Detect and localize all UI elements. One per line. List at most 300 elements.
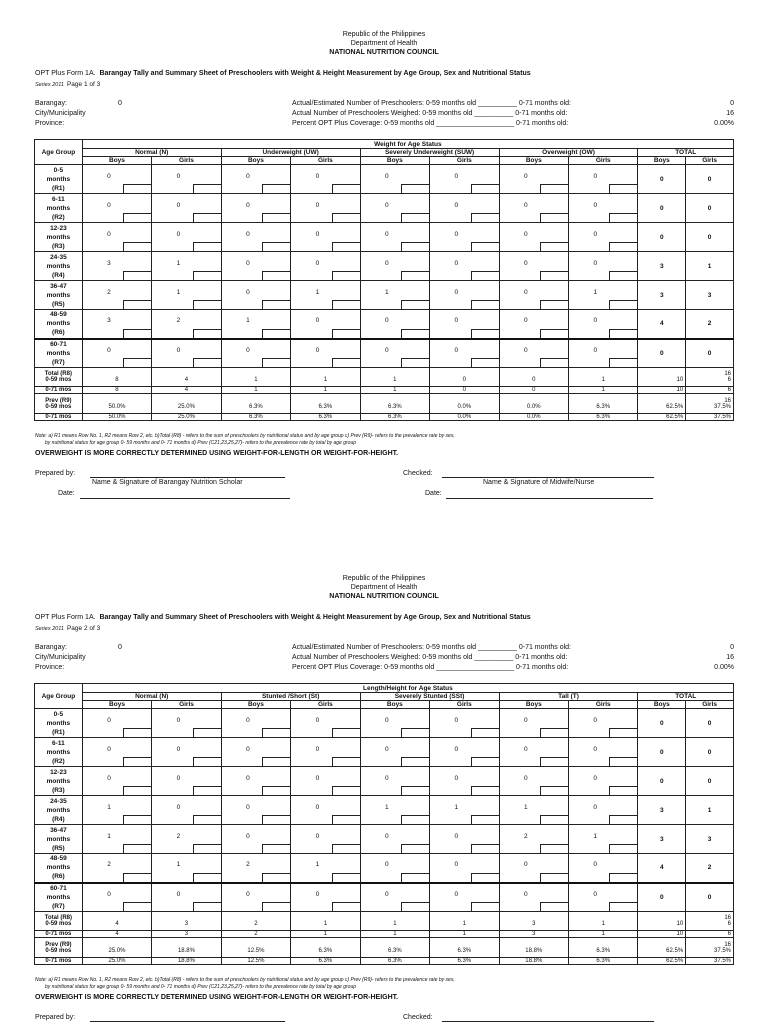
age-row-code: (R2) xyxy=(52,213,65,221)
girls-header: Girls xyxy=(569,157,638,165)
row-total-cell: 0 xyxy=(686,194,734,223)
row-total-cell: 0 xyxy=(638,738,686,767)
tally-box xyxy=(540,873,568,882)
tally-box xyxy=(540,242,568,251)
age-range: 6-11 xyxy=(52,739,65,747)
girls-header: Girls xyxy=(569,701,638,709)
tally-cell[interactable]: 0 xyxy=(360,825,429,854)
tally-cell[interactable]: 0 xyxy=(430,767,499,796)
age-group-cell xyxy=(35,339,83,368)
tally-box xyxy=(123,728,151,737)
tally-box xyxy=(123,300,151,309)
note-line-1: Note: a) R1 means Row No. 1, R2 means Row 2, etc. b)Total (R8) - refers to the sum of preschoolers by nutritional status and by age group c) Prev (R9)- refers to the prevalence rate by sex, xyxy=(35,433,455,439)
checked-label: Checked: xyxy=(403,470,433,477)
tally-cell[interactable]: 0 xyxy=(82,165,151,194)
tally-box xyxy=(262,213,290,222)
tally-cell[interactable]: 0 xyxy=(499,339,568,368)
total-label: Total (R8) 0-59 mos xyxy=(35,368,83,387)
age-range: 24-35 xyxy=(50,797,67,805)
tally-cell[interactable]: 0 xyxy=(82,709,151,738)
total-059-cell: 0 xyxy=(499,368,568,387)
tally-cell[interactable]: 2 xyxy=(499,825,568,854)
tally-box xyxy=(540,728,568,737)
prev-label: Prev (R9) 0-59 mos xyxy=(35,938,83,958)
total-071-cell: 1 xyxy=(569,387,638,394)
tally-box xyxy=(193,902,221,911)
tally-cell[interactable]: 0 xyxy=(569,709,638,738)
row-total-cell: 3 xyxy=(686,281,734,310)
tally-box xyxy=(401,213,429,222)
date-line-right[interactable] xyxy=(446,493,653,499)
prev-071-cell: 6.3% xyxy=(291,414,360,421)
age-group-cell xyxy=(35,854,83,883)
boys-header: Boys xyxy=(221,157,290,165)
tally-cell[interactable]: 0 xyxy=(221,223,290,252)
status-header: Weight for Age Status xyxy=(82,140,733,149)
total-071-cell: 0 xyxy=(430,387,499,394)
tally-cell[interactable]: 0 xyxy=(221,339,290,368)
total-071-cell: 1 xyxy=(221,387,290,394)
tally-cell[interactable]: 0 xyxy=(152,194,221,223)
tally-box xyxy=(471,873,499,882)
tally-box xyxy=(262,329,290,338)
tally-cell[interactable]: 0 xyxy=(430,738,499,767)
checked-label: Checked: xyxy=(403,1014,433,1021)
age-group-cell xyxy=(35,767,83,796)
row-total-cell: 1 xyxy=(686,796,734,825)
tally-cell[interactable]: 1 xyxy=(430,796,499,825)
row-total-cell: 4 xyxy=(638,310,686,339)
total-059-cell: 4 xyxy=(152,368,221,387)
tally-box xyxy=(609,902,637,911)
tally-cell[interactable]: 0 xyxy=(360,339,429,368)
checked-line[interactable] xyxy=(442,472,654,478)
prepared-by-line[interactable] xyxy=(90,1016,285,1022)
tally-box xyxy=(401,902,429,911)
tally-cell[interactable]: 0 xyxy=(430,310,499,339)
tally-box xyxy=(262,184,290,193)
province-label: Province: xyxy=(35,120,65,127)
tally-cell[interactable]: 0 xyxy=(152,223,221,252)
tally-cell[interactable]: 0 xyxy=(499,281,568,310)
tally-cell[interactable]: 0 xyxy=(291,767,360,796)
tally-cell[interactable]: 0 xyxy=(569,165,638,194)
tally-cell[interactable]: 3 xyxy=(82,252,151,281)
tally-cell[interactable]: 1 xyxy=(499,796,568,825)
tally-cell[interactable]: 0 xyxy=(221,796,290,825)
row-total-cell: 2 xyxy=(686,310,734,339)
tally-cell[interactable]: 0 xyxy=(360,738,429,767)
girls-header: Girls xyxy=(291,701,360,709)
tally-box xyxy=(609,873,637,882)
city-label: City/Municipality xyxy=(35,654,86,661)
boys-header: Boys xyxy=(360,701,429,709)
tally-cell[interactable]: 0 xyxy=(221,194,290,223)
tally-cell[interactable]: 2 xyxy=(82,281,151,310)
tally-cell[interactable]: 0 xyxy=(569,854,638,883)
doh-line: Department of Health xyxy=(350,584,418,591)
form-page-1 xyxy=(0,30,768,497)
tally-cell[interactable]: 0 xyxy=(291,883,360,912)
row-total-cell: 3 xyxy=(686,825,734,854)
tally-cell[interactable]: 0 xyxy=(360,223,429,252)
group-header: Stunted /Short (St) xyxy=(221,693,360,701)
total-059-cell: 1 xyxy=(291,368,360,387)
tally-cell[interactable]: 0 xyxy=(152,767,221,796)
tally-cell[interactable]: 0 xyxy=(221,883,290,912)
age-row-code: (R6) xyxy=(52,873,65,881)
tally-box xyxy=(262,242,290,251)
tally-box xyxy=(193,329,221,338)
form-title-text: Barangay Tally and Summary Sheet of Preschoolers with Weight & Height Measurement by Age Group, Sex and Nutritional Status xyxy=(99,614,531,621)
age-unit: months xyxy=(46,777,71,785)
row-total-cell: 2 xyxy=(686,854,734,883)
tally-cell[interactable]: 2 xyxy=(152,825,221,854)
tally-box xyxy=(471,213,499,222)
tally-box xyxy=(609,358,637,367)
coverage-value: 0.00% xyxy=(714,120,734,127)
age-unit: months xyxy=(46,893,71,901)
group-header: Severely Underweight (SUW) xyxy=(360,149,499,157)
form-page-2 xyxy=(0,574,768,1021)
tally-box xyxy=(123,844,151,853)
form-title xyxy=(35,614,531,621)
tally-cell[interactable]: 0 xyxy=(499,165,568,194)
page-number: Page 2 of 3 xyxy=(66,625,101,632)
prev-059-cell: 6.3% xyxy=(430,938,499,958)
checked-line[interactable] xyxy=(442,1016,654,1022)
prepared-by-label: Prepared by: xyxy=(35,1014,76,1021)
status-header: Length/Height for Age Status xyxy=(82,684,733,693)
weighed-count-value: 16 xyxy=(726,110,734,117)
tally-cell[interactable]: 2 xyxy=(82,854,151,883)
tally-cell[interactable]: 0 xyxy=(291,165,360,194)
tally-cell[interactable]: 0 xyxy=(430,281,499,310)
row-total-cell: 0 xyxy=(686,165,734,194)
tally-cell[interactable]: 0 xyxy=(430,339,499,368)
prev-071-cell: 6.3% xyxy=(360,414,429,421)
prev-059-cell: 6.3% xyxy=(569,394,638,414)
row-total-cell: 0 xyxy=(686,339,734,368)
coverage-label: Percent OPT Plus Coverage: 0-59 months old ____________________ 0-71 months old: xyxy=(292,664,569,671)
tally-cell[interactable]: 0 xyxy=(152,738,221,767)
tally-cell[interactable]: 0 xyxy=(499,738,568,767)
tally-box xyxy=(540,844,568,853)
tally-box xyxy=(609,184,637,193)
total-071-label: 0-71 mos xyxy=(35,931,83,938)
tally-cell[interactable]: 0 xyxy=(152,165,221,194)
note-line-2: by nutritional status for age group 0- 59 months and 0- 71 months d) Prev (C21,23,25,27)- refers to the prevalence rate by total by age group xyxy=(45,440,357,446)
total-059-cell: 3 xyxy=(499,912,568,931)
series-label: Series 2011 xyxy=(35,82,64,88)
tally-box xyxy=(123,786,151,795)
prev-071-cell: 25.0% xyxy=(152,414,221,421)
tally-box xyxy=(262,873,290,882)
tally-box xyxy=(471,728,499,737)
tally-box xyxy=(540,757,568,766)
tally-cell[interactable]: 0 xyxy=(291,738,360,767)
prepared-by-line[interactable] xyxy=(90,472,285,478)
prev-071-cell: 18.8% xyxy=(152,958,221,965)
tally-cell[interactable]: 0 xyxy=(569,883,638,912)
tally-box xyxy=(123,329,151,338)
girls-header: Girls xyxy=(430,157,499,165)
tally-box xyxy=(471,329,499,338)
total-059-cell: 10 xyxy=(638,368,686,387)
table-notes xyxy=(35,977,735,991)
tally-box xyxy=(401,329,429,338)
estimated-count-value: 0 xyxy=(730,644,734,651)
tally-cell[interactable]: 0 xyxy=(499,767,568,796)
age-unit: months xyxy=(46,291,71,299)
date-label-right: Date: xyxy=(425,490,442,497)
age-range: 0-5 xyxy=(53,710,64,718)
tally-cell[interactable]: 0 xyxy=(221,825,290,854)
barangay-value: 0 xyxy=(118,100,122,107)
tally-box xyxy=(332,242,360,251)
age-row-code: (R1) xyxy=(52,728,65,736)
tally-cell[interactable]: 0 xyxy=(499,709,568,738)
series-label: Series 2011 xyxy=(35,626,64,632)
prev-059-cell: 6.3% xyxy=(360,394,429,414)
group-header: Tall (T) xyxy=(499,693,638,701)
tally-cell[interactable]: 0 xyxy=(221,709,290,738)
coverage-label: Percent OPT Plus Coverage: 0-59 months old ____________________ 0-71 months old: xyxy=(292,120,569,127)
total-header: TOTAL xyxy=(638,693,734,701)
tally-cell[interactable]: 0 xyxy=(499,252,568,281)
tally-cell[interactable]: 1 xyxy=(82,796,151,825)
prev-059-cell: 25.0% xyxy=(152,394,221,414)
tally-cell[interactable]: 1 xyxy=(152,252,221,281)
age-group-cell xyxy=(35,883,83,912)
tally-cell[interactable]: 0 xyxy=(291,310,360,339)
tally-box xyxy=(332,728,360,737)
tally-cell[interactable]: 0 xyxy=(291,825,360,854)
age-row-code: (R7) xyxy=(52,358,65,366)
total-059-cell: 1 xyxy=(569,368,638,387)
tally-cell[interactable]: 0 xyxy=(360,252,429,281)
tally-box xyxy=(540,815,568,824)
tally-cell[interactable]: 0 xyxy=(569,796,638,825)
tally-cell[interactable]: 0 xyxy=(360,310,429,339)
tally-cell[interactable]: 0 xyxy=(221,165,290,194)
tally-cell[interactable]: 0 xyxy=(221,767,290,796)
tally-box xyxy=(401,844,429,853)
prev-059-cell: 0.0% xyxy=(499,394,568,414)
tally-cell[interactable]: 0 xyxy=(291,223,360,252)
prev-071-cell: 6.3% xyxy=(360,958,429,965)
tally-cell[interactable]: 0 xyxy=(360,165,429,194)
tally-cell[interactable]: 0 xyxy=(82,223,151,252)
prev-059-cell: 18.8% xyxy=(499,938,568,958)
prev-071-cell: 12.5% xyxy=(221,958,290,965)
tally-cell[interactable]: 0 xyxy=(569,252,638,281)
prev-059-cell: 50.0% xyxy=(82,394,151,414)
row-total-cell: 0 xyxy=(686,883,734,912)
total-071-cell: 1 xyxy=(360,931,429,938)
tally-box xyxy=(401,300,429,309)
tally-cell[interactable]: 0 xyxy=(221,738,290,767)
total-071-cell: 2 xyxy=(221,931,290,938)
tally-box xyxy=(332,844,360,853)
tally-box xyxy=(609,815,637,824)
date-line-left[interactable] xyxy=(80,493,290,499)
tally-cell[interactable]: 0 xyxy=(430,825,499,854)
total-071-cell: 6 xyxy=(686,387,734,394)
tally-cell[interactable]: 0 xyxy=(430,165,499,194)
tally-box xyxy=(471,358,499,367)
tally-cell[interactable]: 0 xyxy=(152,339,221,368)
girls-header: Girls xyxy=(686,157,734,165)
prev-label: Prev (R9) 0-59 mos xyxy=(35,394,83,414)
boys-header: Boys xyxy=(360,157,429,165)
tally-box xyxy=(609,329,637,338)
tally-cell[interactable]: 1 xyxy=(82,825,151,854)
age-group-cell xyxy=(35,796,83,825)
tally-cell[interactable]: 0 xyxy=(360,883,429,912)
location-info xyxy=(35,643,155,673)
tally-cell[interactable]: 2 xyxy=(221,854,290,883)
tally-cell[interactable]: 0 xyxy=(569,738,638,767)
tally-cell[interactable]: 0 xyxy=(360,767,429,796)
prev-071-cell: 62.5% xyxy=(638,414,686,421)
barangay-label: Barangay: xyxy=(35,100,67,107)
tally-cell[interactable]: 0 xyxy=(569,767,638,796)
count-info xyxy=(292,99,662,129)
tally-cell[interactable]: 3 xyxy=(82,310,151,339)
age-unit: months xyxy=(46,349,71,357)
tally-cell[interactable]: 1 xyxy=(152,281,221,310)
tally-cell[interactable]: 0 xyxy=(291,796,360,825)
tally-box xyxy=(262,300,290,309)
tally-cell[interactable]: 0 xyxy=(499,194,568,223)
tally-cell[interactable]: 0 xyxy=(430,883,499,912)
group-header: Normal (N) xyxy=(82,693,221,701)
tally-cell[interactable]: 0 xyxy=(82,883,151,912)
prev-059-cell: 16 37.5% xyxy=(686,938,734,958)
tally-cell[interactable]: 1 xyxy=(569,825,638,854)
total-071-cell: 1 xyxy=(291,387,360,394)
tally-box xyxy=(401,242,429,251)
girls-header: Girls xyxy=(686,701,734,709)
estimated-count-value: 0 xyxy=(730,100,734,107)
boys-header: Boys xyxy=(638,157,686,165)
tally-cell[interactable]: 0 xyxy=(291,709,360,738)
tally-cell[interactable]: 0 xyxy=(499,310,568,339)
count-values xyxy=(674,99,734,129)
age-range: 48-59 xyxy=(50,855,67,863)
tally-cell[interactable]: 0 xyxy=(82,339,151,368)
tally-cell[interactable]: 0 xyxy=(291,339,360,368)
tally-cell[interactable]: 0 xyxy=(221,252,290,281)
total-071-cell: 4 xyxy=(82,931,151,938)
province-label: Province: xyxy=(35,664,65,671)
prev-071-label: 0-71 mos xyxy=(35,958,83,965)
tally-box xyxy=(540,329,568,338)
tally-box xyxy=(540,786,568,795)
tally-cell[interactable]: 0 xyxy=(360,854,429,883)
tally-cell[interactable]: 0 xyxy=(291,194,360,223)
tally-box xyxy=(332,300,360,309)
tally-cell[interactable]: 0 xyxy=(360,194,429,223)
tally-cell[interactable]: 0 xyxy=(82,767,151,796)
tally-cell[interactable]: 0 xyxy=(291,252,360,281)
republic-line: Republic of the Philippines xyxy=(342,575,426,582)
tally-cell[interactable]: 0 xyxy=(569,223,638,252)
total-059-cell: 10 xyxy=(638,912,686,931)
age-group-cell xyxy=(35,194,83,223)
tally-cell[interactable]: 0 xyxy=(499,854,568,883)
prev-059-cell: 18.8% xyxy=(152,938,221,958)
tally-cell[interactable]: 0 xyxy=(430,194,499,223)
tally-cell[interactable]: 0 xyxy=(221,281,290,310)
row-total-cell: 0 xyxy=(638,165,686,194)
tally-cell[interactable]: 1 xyxy=(221,310,290,339)
tally-cell[interactable]: 1 xyxy=(360,281,429,310)
tally-cell[interactable]: 0 xyxy=(430,854,499,883)
tally-cell[interactable]: 0 xyxy=(152,796,221,825)
tally-cell[interactable]: 0 xyxy=(152,709,221,738)
tally-box xyxy=(332,873,360,882)
total-071-cell: 8 xyxy=(82,387,151,394)
tally-cell[interactable]: 0 xyxy=(430,709,499,738)
row-total-cell: 0 xyxy=(686,709,734,738)
tally-cell[interactable]: 1 xyxy=(152,854,221,883)
total-059-cell: 8 xyxy=(82,368,151,387)
table-notes xyxy=(35,433,735,447)
tally-cell[interactable]: 0 xyxy=(499,883,568,912)
boys-header: Boys xyxy=(499,157,568,165)
series-line xyxy=(35,81,100,88)
tally-cell[interactable]: 0 xyxy=(152,883,221,912)
age-group-cell xyxy=(35,281,83,310)
tally-cell[interactable]: 2 xyxy=(152,310,221,339)
tally-cell[interactable]: 0 xyxy=(569,194,638,223)
tally-cell[interactable]: 0 xyxy=(499,223,568,252)
tally-box xyxy=(471,300,499,309)
tally-box xyxy=(262,728,290,737)
tally-box xyxy=(123,358,151,367)
age-unit: months xyxy=(46,835,71,843)
tally-cell[interactable]: 1 xyxy=(360,796,429,825)
prev-071-cell: 6.3% xyxy=(221,414,290,421)
total-059-cell: 1 xyxy=(360,368,429,387)
tally-cell[interactable]: 0 xyxy=(360,709,429,738)
republic-line: Republic of the Philippines xyxy=(342,31,426,38)
tally-cell[interactable]: 0 xyxy=(82,738,151,767)
tally-box xyxy=(193,213,221,222)
count-info xyxy=(292,643,662,673)
tally-box xyxy=(332,184,360,193)
tally-box xyxy=(609,786,637,795)
age-group-cell xyxy=(35,252,83,281)
tally-cell[interactable]: 0 xyxy=(569,339,638,368)
tally-cell[interactable]: 0 xyxy=(430,223,499,252)
tally-box xyxy=(262,757,290,766)
tally-cell[interactable]: 0 xyxy=(430,252,499,281)
age-group-cell xyxy=(35,165,83,194)
tally-cell[interactable]: 0 xyxy=(569,310,638,339)
tally-cell[interactable]: 1 xyxy=(291,854,360,883)
age-range: 60-71 xyxy=(50,340,67,348)
row-total-cell: 0 xyxy=(638,767,686,796)
tally-cell[interactable]: 1 xyxy=(569,281,638,310)
prev-071-label: 0-71 mos xyxy=(35,414,83,421)
tally-cell[interactable]: 1 xyxy=(291,281,360,310)
tally-cell[interactable]: 0 xyxy=(82,194,151,223)
total-071-cell: 4 xyxy=(152,387,221,394)
tally-box xyxy=(193,271,221,280)
